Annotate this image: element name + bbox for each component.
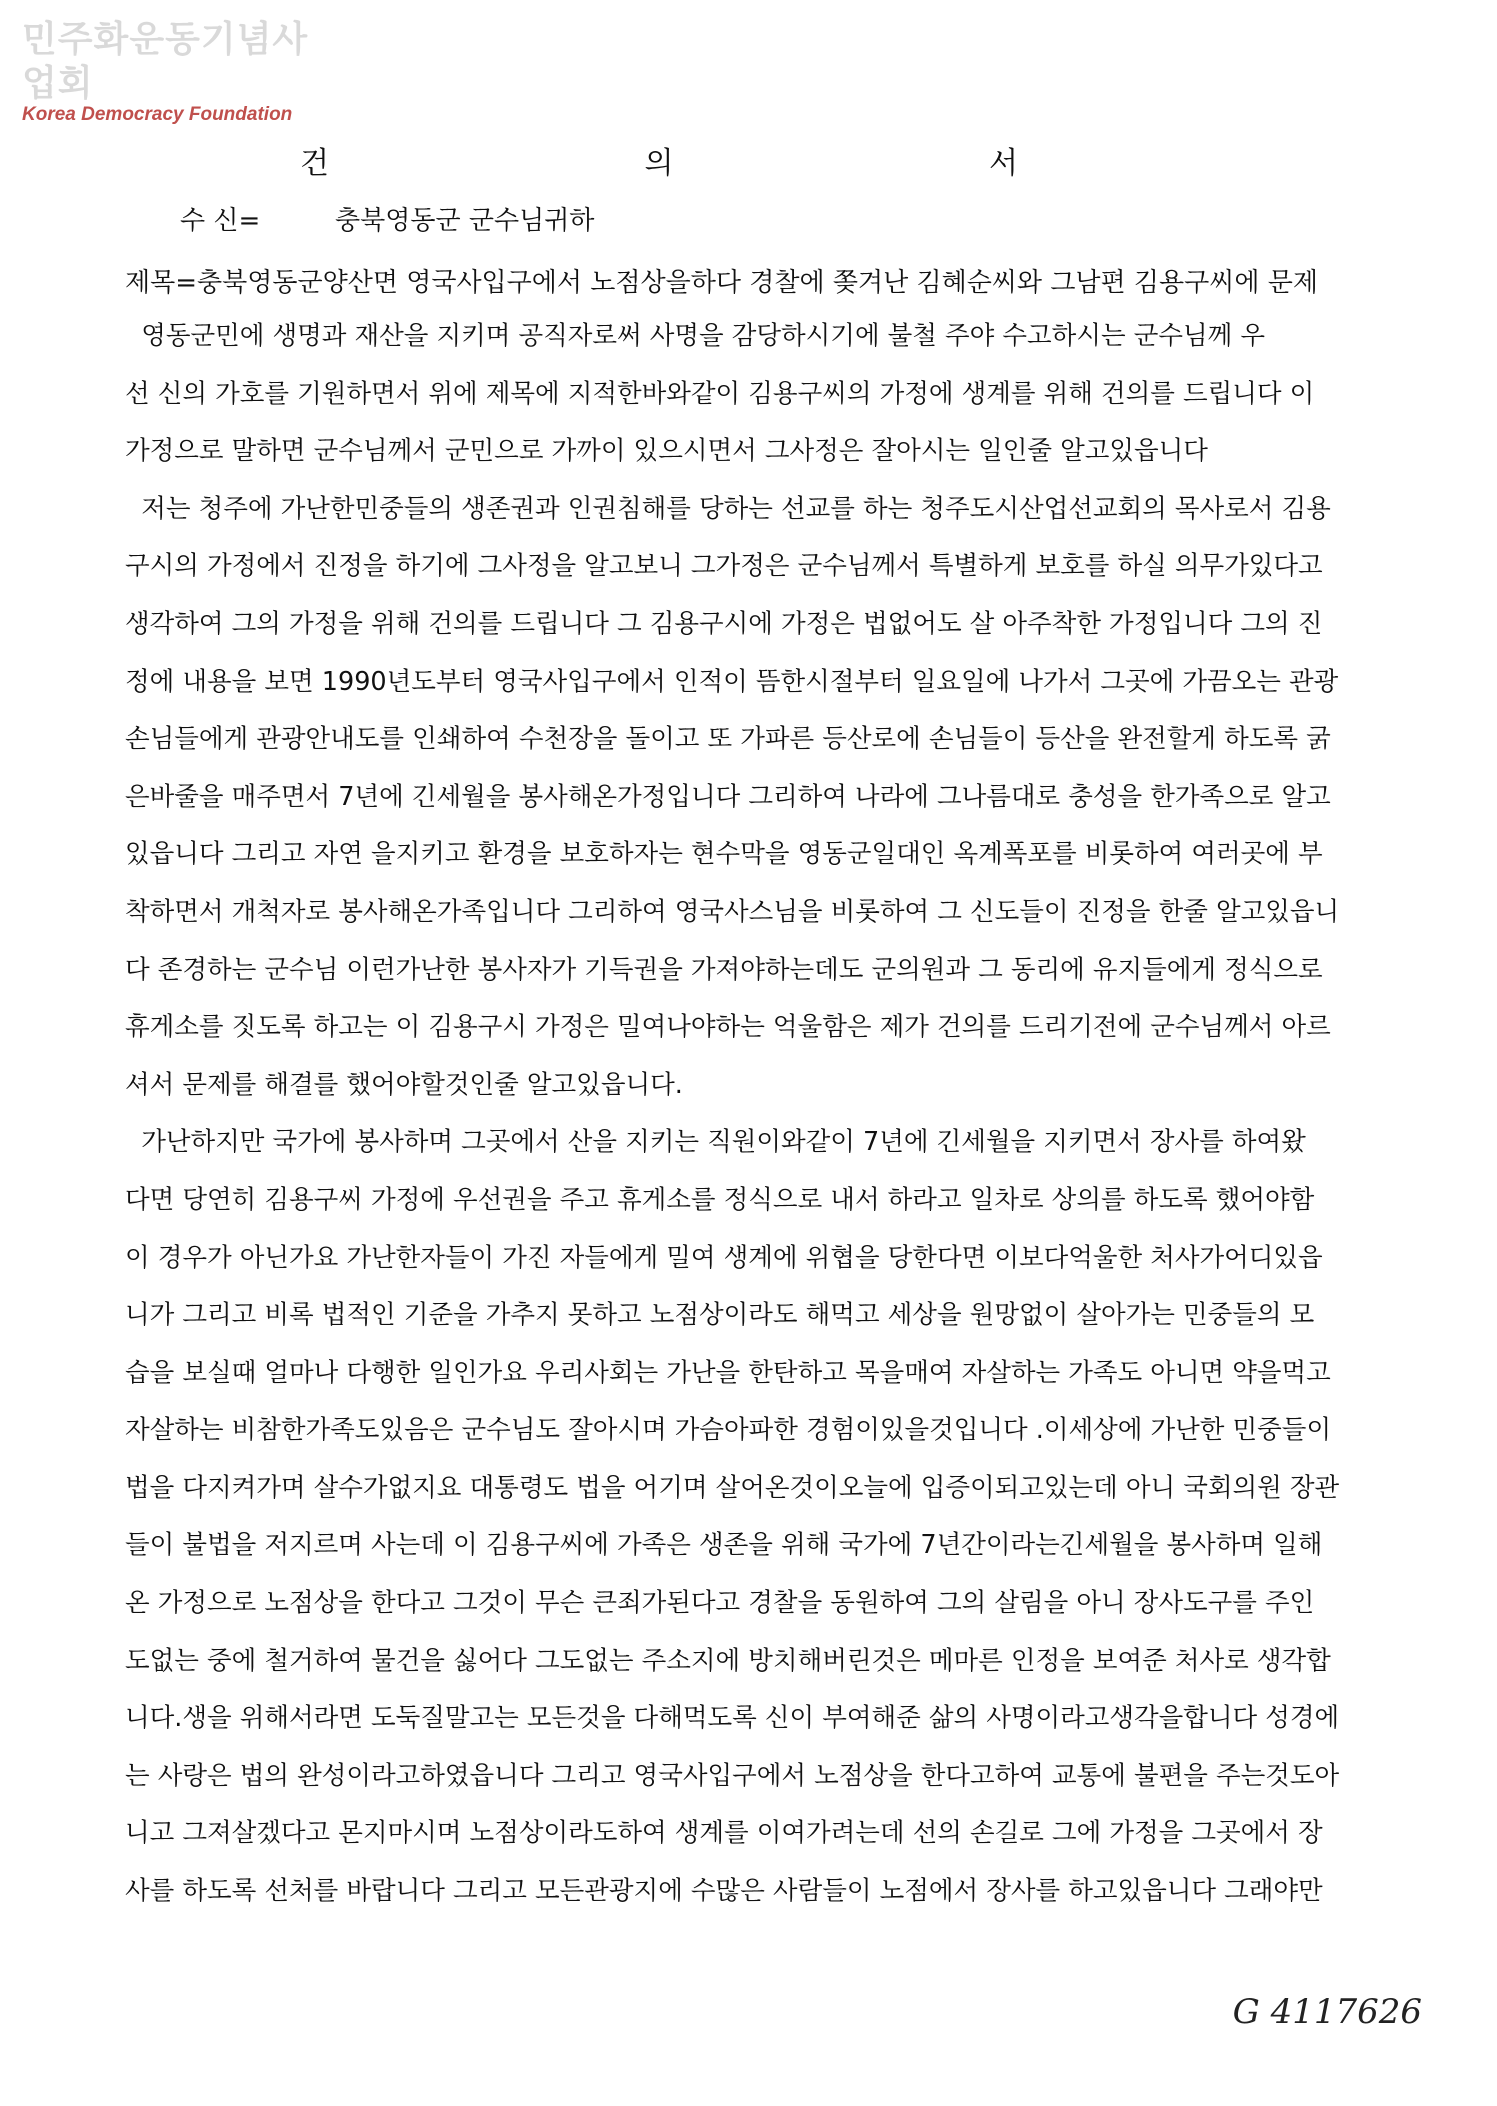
body-line: 생각하여 그의 가정을 위해 건의를 드립니다 그 김용구시에 가정은 법없어도 살 아주착한 가정입니다 그의 진 bbox=[125, 608, 1323, 639]
body-line: 다 존경하는 군수님 이런가난한 봉사자가 기득권을 가져야하는데도 군의원과 그 동리에 유지들에게 정식으로 bbox=[125, 954, 1323, 985]
archive-code: G 4117626 bbox=[1232, 1992, 1422, 2032]
body-line: 사를 하도록 선처를 바랍니다 그리고 모든관광지에 수많은 사람들이 노점에서 장사를 하고있읍니다 그래야만 bbox=[125, 1876, 1323, 1907]
recipient-line bbox=[180, 200, 594, 237]
body-line: 선 신의 가호를 기원하면서 위에 제목에 지적한바와같이 김용구씨의 가정에 생계를 위해 건의를 드립니다 이 bbox=[125, 378, 1315, 409]
body-line: 습을 보실때 얼마나 다행한 일인가요 우리사회는 가난을 한탄하고 목을매여 자살하는 가족도 아니면 약을먹고 bbox=[125, 1357, 1331, 1388]
body-line: 영동군민에 생명과 재산을 지키며 공직자로써 사명을 감당하시기에 불철 주야 수고하시는 군수님께 우 bbox=[125, 321, 1265, 351]
body-line: 정에 내용을 보면 1990년도부터 영국사입구에서 인적이 뜸한시절부터 일요일에 나가서 그곳에 가끔오는 관광 bbox=[125, 666, 1339, 697]
body-line: 가난하지만 국가에 봉사하며 그곳에서 산을 지키는 직원이와같이 7년에 긴세월을 지키면서 장사를 하여왔 bbox=[125, 1127, 1306, 1158]
title-char: 의 bbox=[644, 146, 676, 181]
body-line: 니가 그리고 비록 법적인 기준을 가추지 못하고 노점상이라도 해먹고 세상을 원망없이 살아가는 민중들의 모 bbox=[125, 1300, 1315, 1331]
foundation-watermark bbox=[22, 18, 322, 126]
body-line: 은바줄을 매주면서 7년에 긴세월을 봉사해온가정입니다 그리하여 나라에 그나름대로 충성을 한가족으로 알고 bbox=[125, 781, 1331, 812]
body-line: 온 가정으로 노점상을 한다고 그것이 무슨 큰죄가된다고 경찰을 동원하여 그의 살림을 아니 장사도구를 주인 bbox=[125, 1588, 1315, 1619]
recipient-label: 수 신= bbox=[180, 206, 261, 236]
body-line: 있읍니다 그리고 자연 을지키고 환경을 보호하자는 현수막을 영동군일대인 옥계폭포를 비롯하여 여러곳에 부 bbox=[125, 839, 1323, 870]
body-line: 가정으로 말하면 군수님께서 군민으로 가까이 있으시면서 그사정은 잘아시는 일인줄 알고있읍니다 bbox=[125, 436, 1208, 467]
body-line: 휴게소를 짓도록 하고는 이 김용구시 가정은 밀여나야하는 억울함은 제가 건의를 드리기전에 군수님께서 아르 bbox=[125, 1012, 1331, 1043]
body-line: 셔서 문제를 해결를 했어야할것인줄 알고있읍니다. bbox=[125, 1069, 683, 1100]
body-line: 니고 그져살겠다고 몬지마시며 노점상이라도하여 생계를 이여가려는데 선의 손길로 그에 가정을 그곳에서 장 bbox=[125, 1818, 1323, 1849]
body-line: 구시의 가정에서 진정을 하기에 그사정을 알고보니 그가정은 군수님께서 특별하게 보호를 하실 의무가있다고 bbox=[125, 551, 1323, 582]
document-title bbox=[300, 138, 1020, 182]
watermark-korean: 민주화운동기념사업회 bbox=[22, 19, 309, 104]
body-line: 저는 청주에 가난한민중들의 생존권과 인권침해를 당하는 선교를 하는 청주도시산업선교회의 목사로서 김용 bbox=[125, 493, 1331, 524]
body-line: 이 경우가 아닌가요 가난한자들이 가진 자들에게 밀여 생계에 위협을 당한다면 이보다억울한 처사가어디있읍 bbox=[125, 1242, 1323, 1273]
title-char: 건 bbox=[300, 146, 331, 181]
body-line: 들이 불법을 저지르며 사는데 이 김용구씨에 가족은 생존을 위해 국가에 7년간이라는긴세월을 봉사하며 일해 bbox=[125, 1530, 1323, 1561]
body-line: 니다.생을 위해서라면 도둑질말고는 모든것을 다해먹도록 신이 부여해준 삶의 사명이라고생각을합니다 성경에 bbox=[125, 1703, 1340, 1734]
body-line: 법을 다지켜가며 살수가없지요 대통령도 법을 어기며 살어온것이오늘에 입증이되고있는데 아니 국회의원 장관 bbox=[125, 1472, 1340, 1503]
recipient-value: 충북영동군 군수님귀하 bbox=[335, 206, 595, 236]
body-line: 손님들에게 관광안내도를 인쇄하여 수천장을 돌이고 또 가파른 등산로에 손님들이 등산을 완전할게 하도록 굵 bbox=[125, 724, 1331, 755]
body-line: 다면 당연히 김용구씨 가정에 우선권을 주고 휴게소를 정식으로 내서 하라고 일차로 상의를 하도록 했어야함 bbox=[125, 1184, 1315, 1215]
body-line: 도없는 중에 철거하여 물건을 싫어다 그도없는 주소지에 방치해버린것은 메마른 인정을 보여준 처사로 생각합 bbox=[125, 1645, 1331, 1676]
subject-line: 제목=충북영동군양산면 영국사입구에서 노점상을하다 경찰에 쫒겨난 김혜순씨와 그남편 김용구씨에 문제 bbox=[125, 268, 1319, 298]
watermark-english: Korea Democracy Foundation bbox=[22, 104, 293, 125]
body-line: 자살하는 비참한가족도있음은 군수님도 잘아시며 가슴아파한 경험이있을것입니다 .이세상에 가난한 민중들이 bbox=[125, 1415, 1332, 1446]
body-text bbox=[125, 308, 1395, 1921]
title-char: 서 bbox=[989, 146, 1020, 181]
body-line: 착하면서 개척자로 봉사해온가족입니다 그리하여 영국사스님을 비롯하여 그 신도들이 진정을 한줄 알고있읍니 bbox=[125, 896, 1340, 927]
body-line: 는 사랑은 법의 완성이라고하였읍니다 그리고 영국사입구에서 노점상을 한다고하여 교통에 불편을 주는것도아 bbox=[125, 1760, 1340, 1791]
